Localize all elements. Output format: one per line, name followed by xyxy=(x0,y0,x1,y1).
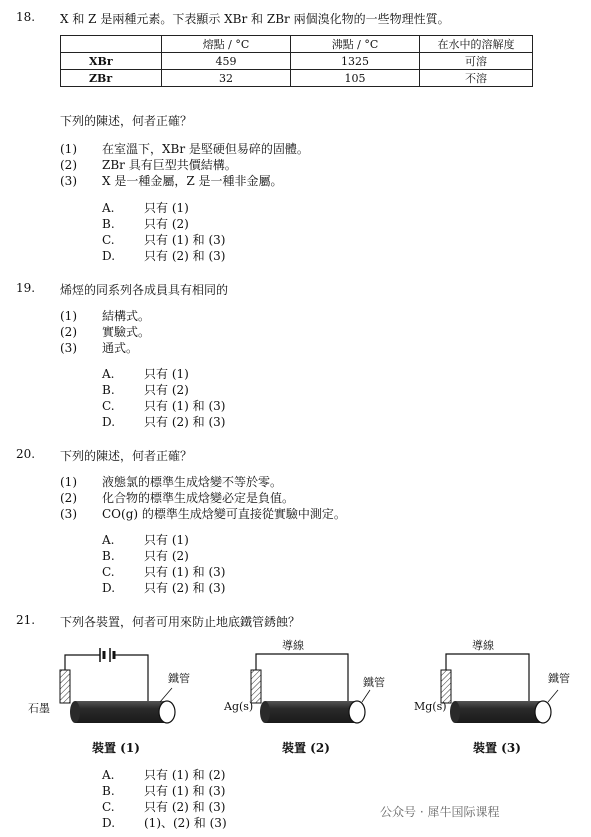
q19-statement xyxy=(60,307,150,324)
q21-stem: 下列各裝置，何者可用來防止地底鐵管銹蝕？ xyxy=(60,615,301,629)
statement-text: ZBr 具有巨型共價結構。 xyxy=(102,158,237,172)
table-row xyxy=(61,70,533,87)
property-table xyxy=(60,35,533,87)
q18-option xyxy=(102,231,225,248)
wire-segment xyxy=(118,655,148,705)
option-text: 只有 (2) 和 (3) xyxy=(144,581,226,595)
statement-text: CO(g) 的標準生成焓變可直接從實驗中測定。 xyxy=(102,507,346,521)
q18-prompt: 下列的陳述，何者正確？ xyxy=(60,114,193,128)
pipe-label: 鐵管 xyxy=(548,672,570,685)
table-cell: 32 xyxy=(162,70,291,87)
option-letter: D. xyxy=(102,249,116,263)
table-cell: 可溶 xyxy=(420,53,533,70)
option-letter: B. xyxy=(102,383,115,397)
q20-statement xyxy=(60,473,282,490)
table-row xyxy=(61,53,533,70)
q20-option xyxy=(102,531,189,548)
q20-statement xyxy=(60,489,294,506)
option-letter: C. xyxy=(102,233,115,247)
table-cell: 105 xyxy=(291,70,420,87)
statement-text: 實驗式。 xyxy=(102,325,151,339)
option-letter: C. xyxy=(102,399,115,413)
label-leader xyxy=(362,690,370,702)
option-text: 只有 (1) 和 (3) xyxy=(144,565,226,579)
table-header-cell xyxy=(61,36,162,53)
option-letter: B. xyxy=(102,217,115,231)
option-text: 只有 (1) xyxy=(144,367,189,381)
option-letter: C. xyxy=(102,800,115,814)
q19-statement xyxy=(60,339,138,356)
statement-text: 液態氯的標準生成焓變不等於零。 xyxy=(102,475,283,489)
statement-number: (2) xyxy=(60,158,77,172)
iron-pipe xyxy=(260,701,365,723)
graphite-electrode xyxy=(60,670,70,703)
electrode-label: Ag(s) xyxy=(224,700,254,713)
statement-number: (3) xyxy=(60,174,77,188)
q19-option xyxy=(102,381,189,398)
option-text: 只有 (1) 和 (3) xyxy=(144,399,226,413)
setup-3 xyxy=(441,654,558,723)
q19-statement xyxy=(60,323,150,340)
table-cell: 不溶 xyxy=(420,70,533,87)
q18-number: 18. xyxy=(16,10,36,24)
option-text: 只有 (2) xyxy=(144,383,189,397)
table-header-cell: 在水中的溶解度 xyxy=(420,36,533,53)
magnesium-electrode xyxy=(441,670,451,703)
statement-text: 結構式。 xyxy=(102,309,151,323)
label-leader xyxy=(160,688,172,702)
option-text: 只有 (1) xyxy=(144,533,189,547)
statement-number: (1) xyxy=(60,309,77,323)
table-cell: XBr xyxy=(61,53,162,70)
q21-option xyxy=(102,782,225,799)
statement-text: 通式。 xyxy=(102,341,139,355)
option-letter: A. xyxy=(102,201,115,215)
option-text: 只有 (1) xyxy=(144,201,189,215)
table-header-cell: 熔點 / °C xyxy=(162,36,291,53)
q19-option xyxy=(102,397,225,414)
option-letter: D. xyxy=(102,415,116,429)
q19-option xyxy=(102,365,189,382)
q20-option xyxy=(102,563,225,580)
watermark: 公众号 · 犀牛国际课程 xyxy=(380,805,500,819)
q21-option xyxy=(102,814,227,831)
q18-option xyxy=(102,215,189,232)
table-cell: ZBr xyxy=(61,70,162,87)
option-text: 只有 (1) 和 (3) xyxy=(144,233,226,247)
option-letter: D. xyxy=(102,581,116,595)
statement-text: 在室溫下，XBr 是堅硬但易碎的固體。 xyxy=(102,142,309,156)
label-leader xyxy=(548,690,558,702)
statement-text: 化合物的標準生成焓變必定是負值。 xyxy=(102,491,295,505)
q19-number: 19. xyxy=(16,281,36,295)
q18-statement xyxy=(60,156,237,173)
setup-2 xyxy=(251,654,370,723)
electrode-label: 石墨 xyxy=(28,702,50,715)
q21-option xyxy=(102,766,225,783)
pipe-label: 鐵管 xyxy=(363,676,385,689)
statement-number: (2) xyxy=(60,325,77,339)
table-cell: 459 xyxy=(162,53,291,70)
q18-stem: X 和 Z 是兩種元素。下表顯示 XBr 和 ZBr 兩個溴化物的一些物理性質。 xyxy=(60,12,450,26)
option-text: 只有 (2) 和 (3) xyxy=(144,415,226,429)
option-text: 只有 (2) xyxy=(144,549,189,563)
option-text: 只有 (2) xyxy=(144,217,189,231)
q21-option xyxy=(102,798,225,815)
statement-number: (1) xyxy=(60,142,77,156)
option-letter: A. xyxy=(102,768,115,782)
table-cell: 1325 xyxy=(291,53,420,70)
iron-pipe xyxy=(450,701,551,723)
option-text: 只有 (2) 和 (3) xyxy=(144,800,226,814)
setup-caption: 裝置 (3) xyxy=(473,741,521,755)
q19-option xyxy=(102,413,225,430)
wire-label: 導線 xyxy=(282,639,304,652)
q18-statement xyxy=(60,140,309,157)
silver-electrode xyxy=(251,670,261,703)
table-header-row xyxy=(61,36,533,53)
q20-option xyxy=(102,579,225,596)
iron-pipe xyxy=(70,701,175,723)
setup-caption: 裝置 (2) xyxy=(282,741,330,755)
option-text: 只有 (1) 和 (3) xyxy=(144,784,226,798)
q20-number: 20. xyxy=(16,447,36,461)
pipe-label: 鐵管 xyxy=(168,672,190,685)
option-letter: B. xyxy=(102,784,115,798)
option-text: (1)、(2) 和 (3) xyxy=(144,816,227,830)
wire-segment xyxy=(65,655,100,670)
statement-number: (3) xyxy=(60,341,77,355)
statement-number: (3) xyxy=(60,507,77,521)
q20-stem: 下列的陳述，何者正確？ xyxy=(60,449,193,463)
option-letter: A. xyxy=(102,533,115,547)
option-letter: A. xyxy=(102,367,115,381)
statement-text: X 是一種金屬，Z 是一種非金屬。 xyxy=(102,174,283,188)
wire xyxy=(256,654,348,705)
q20-statement xyxy=(60,505,346,522)
q18-option xyxy=(102,247,225,264)
wire xyxy=(446,654,529,705)
statement-number: (1) xyxy=(60,475,77,489)
option-letter: B. xyxy=(102,549,115,563)
setup-1 xyxy=(60,648,175,723)
option-text: 只有 (2) 和 (3) xyxy=(144,249,226,263)
setup-caption: 裝置 (1) xyxy=(92,741,140,755)
q19-stem: 烯烴的同系列各成員具有相同的 xyxy=(60,283,229,297)
option-text: 只有 (1) 和 (2) xyxy=(144,768,226,782)
table-header-cell: 沸點 / °C xyxy=(291,36,420,53)
q20-option xyxy=(102,547,189,564)
statement-number: (2) xyxy=(60,491,77,505)
q18-option xyxy=(102,199,189,216)
battery-icon xyxy=(100,648,118,662)
option-letter: C. xyxy=(102,565,115,579)
electrode-label: Mg(s) xyxy=(414,700,447,713)
option-letter: D. xyxy=(102,816,116,830)
q18-statement xyxy=(60,172,283,189)
wire-label: 導線 xyxy=(472,639,494,652)
q21-number: 21. xyxy=(16,613,36,627)
